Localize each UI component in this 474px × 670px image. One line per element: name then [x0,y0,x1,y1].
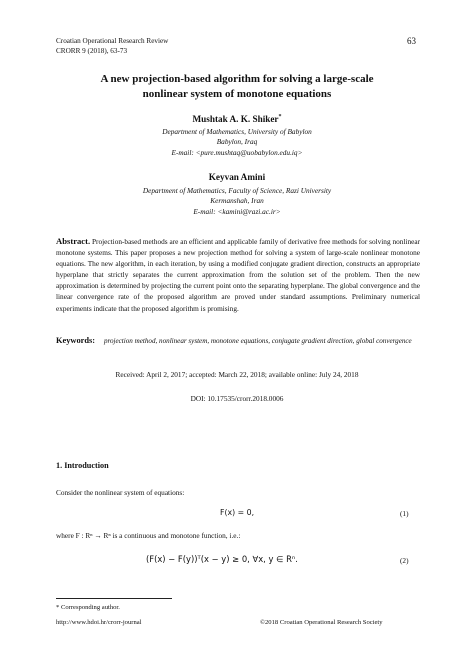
affiliation-line: Department of Mathematics, University of Babylon [162,127,312,136]
equation-2: (F(x) − F(y))ᵀ(x − y) ≥ 0, ∀x, y ∈ Rⁿ. [146,554,298,564]
abstract [56,236,420,314]
footnote: * Corresponding author. [56,604,120,611]
footnote-rule [56,598,172,599]
abstract-text: Projection-based methods are an efficient and applicable family of derivative free methods for solving nonlinear monotone systems. This paper proposes a new projection method for solving a system of large-scale nonlinear monotone equations. The new algorithm, in each iteration, by using a modified conjugate gradient direction, constructs an appropriate hyperplane that strictly separates the current approximation from the solution set of the problem. Then the new approximation is determined by projecting the current point onto the separating hyperplane. The global convergence and the linear convergence rate of the proposed algorithm are proved under standard assumptions. Preliminary numerical experiments indicate that the proposed algorithm is promising. [56,237,420,313]
equation-1: F(x) = 0, [220,508,255,517]
section-heading: 1. Introduction [56,461,109,470]
title-line: A new projection-based algorithm for solving a large-scale [100,73,374,85]
footer-url[interactable]: http://www.hdoi.hr/crorr-journal [56,619,142,626]
affiliation-line: Department of Mathematics, Faculty of Science, Razi University [142,186,332,195]
journal-volume: CRORR 9 (2018), 63-73 [56,47,128,55]
abstract-label: Abstract. [56,236,91,246]
paper-title [0,72,474,102]
page-number: 63 [407,36,416,46]
keywords-list: projection method, nonlinear system, monotone equations, conjugate gradient direction, global convergence [103,337,412,345]
corresponding-mark: * [278,114,282,120]
author-name-text: Keyvan Amini [208,172,266,182]
author-name [0,114,474,124]
body-text: Consider the nonlinear system of equations: [56,488,185,497]
author-affiliation [0,186,474,217]
keywords-label: Keywords: [56,336,96,345]
equation-number: (1) [400,509,409,518]
body-text: where F : Rⁿ → Rⁿ is a continuous and monotone function, i.e.: [56,531,241,540]
affiliation-line: Babylon, Iraq [216,137,258,147]
author-name-text: Mushtak A. K. Shiker [192,114,279,125]
doi: DOI: 10.17535/crorr.2018.0006 [190,394,284,403]
affiliation-email: E-mail: <kamini@razi.ac.ir> [193,206,281,216]
equation-number: (2) [400,556,409,565]
author-affiliation [0,127,474,158]
journal-name: Croatian Operational Research Review [56,37,169,45]
author-name [0,172,474,182]
affiliation-line: Kermanshah, Iran [210,196,264,206]
footer-copyright: ©2018 Croatian Operational Research Society [260,619,383,626]
received-dates: Received: April 2, 2017; accepted: March 22, 2018; available online: July 24, 2018 [115,370,359,379]
keywords [56,335,420,347]
title-line: nonlinear system of monotone equations [142,88,332,100]
affiliation-email: E-mail: <pure.mushtaq@uobabylon.edu.iq> [171,147,303,157]
